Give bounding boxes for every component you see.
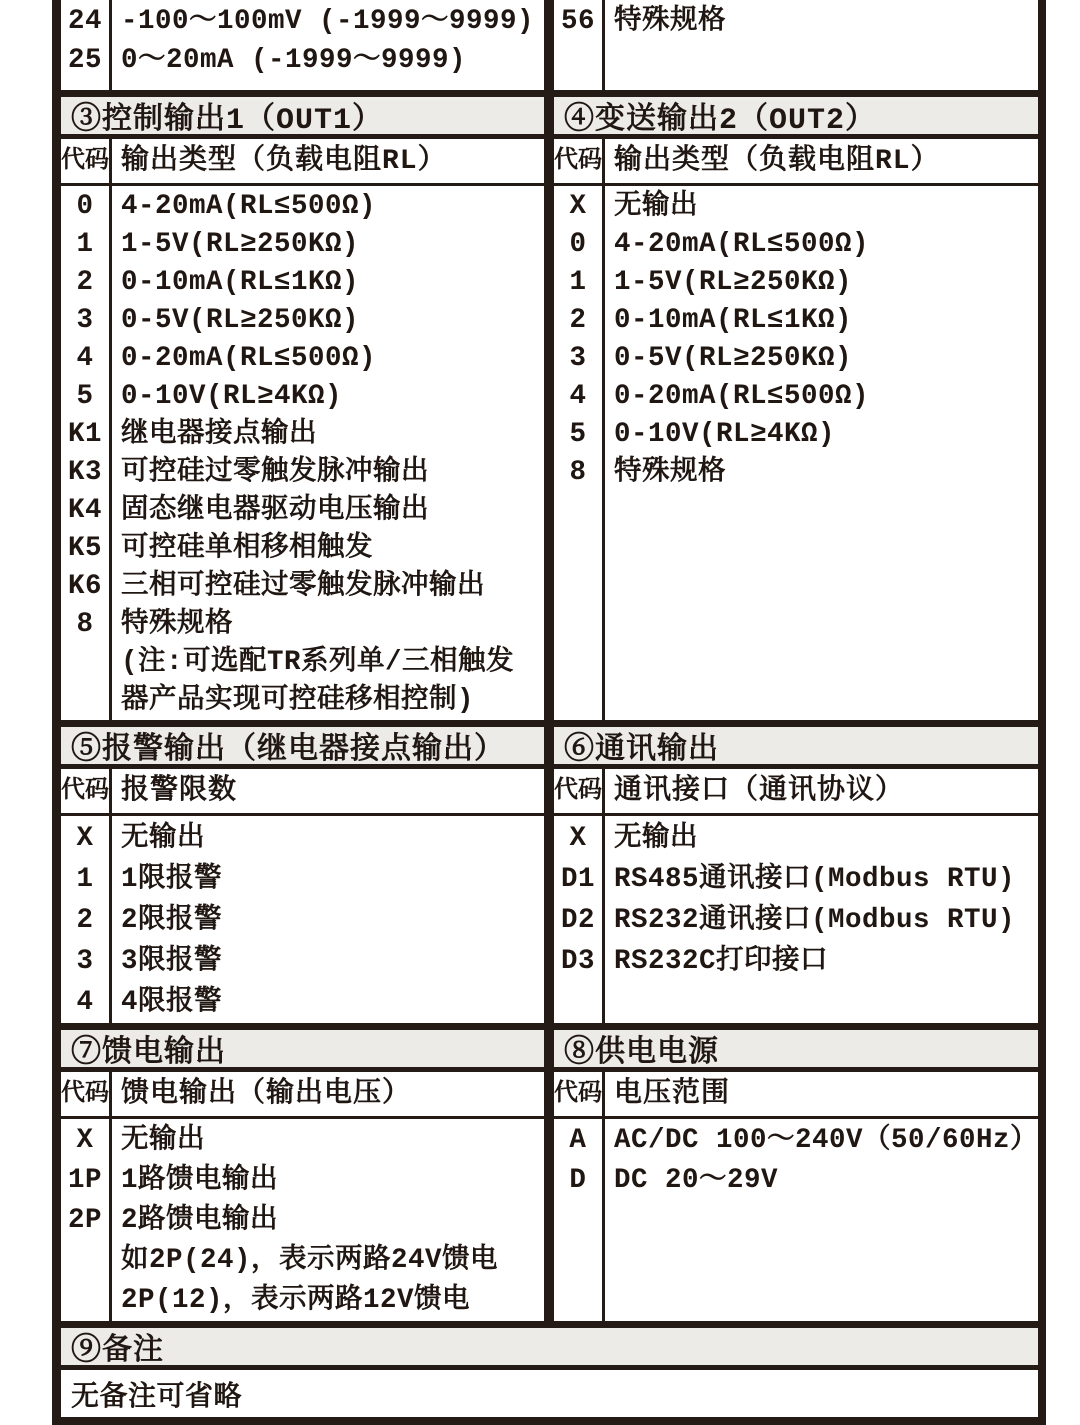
desc-cell: 4-20mA(RL≤500Ω)	[614, 229, 870, 260]
desc-column	[605, 1119, 1038, 1321]
alarm-rows	[61, 816, 554, 1023]
desc-col-header: 通讯接口（通讯协议）	[614, 776, 905, 807]
code-cell: 1	[76, 229, 94, 260]
alarm-headers	[61, 769, 554, 813]
desc-cell: 1-5V(RL≥250KΩ)	[614, 267, 853, 298]
desc-cell: (注:可选配TR系列单/三相触发	[121, 647, 515, 678]
desc-col-header: 馈电输出（输出电压）	[121, 1079, 412, 1110]
feed-band	[61, 1030, 554, 1071]
remarks-row	[61, 1370, 1038, 1417]
desc-cell: RS485通讯接口(Modbus RTU)	[614, 864, 1016, 895]
section-title-out1: ③控制输出1（OUT1）	[71, 104, 384, 138]
out1-headers	[61, 139, 554, 183]
desc-col-header: 报警限数	[121, 776, 238, 807]
desc-column	[112, 0, 544, 90]
feed-rows	[61, 1119, 554, 1321]
section-title-comm: ⑥通讯输出	[564, 734, 719, 768]
desc-cell: 无输出	[121, 1125, 205, 1156]
code-cell: 1	[569, 267, 587, 298]
desc-cell: 3限报警	[121, 946, 223, 977]
desc-cell: 0-20mA(RL≤500Ω)	[614, 381, 870, 412]
code-column	[61, 0, 112, 90]
desc-cell: RS232C打印接口	[614, 946, 829, 977]
section-band-power	[61, 1023, 1038, 1072]
section-title-out2: ④变送输出2（OUT2）	[564, 104, 877, 138]
power-column-headers	[61, 1072, 1038, 1119]
code-cell: D	[569, 1165, 587, 1196]
desc-cell: 器产品实现可控硅移相控制)	[121, 685, 475, 716]
code-cell: 2P	[67, 1205, 102, 1236]
desc-cell: 0-20mA(RL≤500Ω)	[121, 343, 377, 374]
code-col-header: 代码	[61, 148, 109, 175]
desc-cell: 固态继电器驱动电压输出	[121, 495, 429, 526]
spec-table	[52, 0, 1046, 1425]
code-cell: 8	[569, 457, 587, 488]
code-cell: 4	[569, 381, 587, 412]
code-col-header: 代码	[61, 778, 109, 805]
code-column	[61, 1119, 112, 1321]
alarm-band	[61, 727, 554, 768]
alarm-column-headers	[61, 769, 1038, 816]
desc-cell: 可控硅过零触发脉冲输出	[121, 457, 429, 488]
code-cell: 24	[67, 6, 102, 37]
section-title-feed: ⑦馈电输出	[71, 1037, 226, 1071]
code-cell: 2	[76, 905, 94, 936]
code-cell: 3	[76, 305, 94, 336]
desc-cell: 2P(12)，表示两路12V馈电	[121, 1285, 471, 1316]
code-column	[554, 0, 605, 90]
code-col-header: 代码	[554, 148, 602, 175]
desc-cell: 1限报警	[121, 864, 223, 895]
desc-cell: RS232通讯接口(Modbus RTU)	[614, 905, 1016, 936]
code-cell: X	[76, 1125, 94, 1156]
code-cell: 25	[67, 45, 102, 76]
code-cell: K5	[67, 533, 102, 564]
desc-column	[605, 0, 1038, 90]
desc-cell: 1-5V(RL≥250KΩ)	[121, 229, 360, 260]
code-cell: 0	[76, 191, 94, 222]
section-title-alarm: ⑤报警输出（继电器接点输出）	[71, 734, 505, 768]
code-column	[554, 1119, 605, 1321]
supply-rows	[554, 1119, 1038, 1321]
desc-cell: AC/DC 100～240V（50/60Hz）	[613, 1125, 1038, 1156]
desc-cell: 可控硅单相移相触发	[121, 533, 373, 564]
code-cell: D3	[560, 946, 595, 977]
desc-cell: 特殊规格	[121, 609, 233, 640]
desc-cell: 0-10mA(RL≤1KΩ)	[121, 267, 360, 298]
code-cell: 2	[76, 267, 94, 298]
code-cell: 1	[76, 864, 94, 895]
out2-headers	[554, 139, 1038, 183]
desc-cell: DC 20～29V	[613, 1165, 778, 1196]
desc-cell: 无输出	[614, 823, 698, 854]
code-cell: 56	[560, 6, 595, 37]
desc-col-header: 电压范围	[614, 1079, 731, 1110]
section-band-remarks	[61, 1321, 1038, 1370]
desc-cell: 特殊规格	[614, 457, 726, 488]
desc-column	[605, 816, 1038, 1023]
out1-band	[61, 97, 554, 138]
section-title-supply: ⑧供电电源	[564, 1037, 719, 1071]
feed-headers	[61, 1072, 554, 1116]
code-column	[554, 816, 605, 1023]
code-col-header: 代码	[554, 778, 602, 805]
desc-column	[605, 186, 1038, 720]
code-cell: 8	[76, 609, 94, 640]
out2-data	[554, 186, 1038, 720]
comm-band	[554, 727, 1038, 768]
section-band-alarm	[61, 720, 1038, 769]
desc-cell: 0-10V(RL≥4KΩ)	[614, 419, 836, 450]
desc-cell: 0-10mA(RL≤1KΩ)	[614, 305, 853, 336]
desc-cell: 0～20mA (-1999～9999)	[121, 45, 467, 76]
code-col-header: 代码	[61, 1081, 109, 1108]
code-cell: D2	[560, 905, 595, 936]
input-tail-left	[61, 0, 554, 90]
code-cell: 5	[569, 419, 587, 450]
power-data	[61, 1119, 1038, 1321]
code-cell: K6	[67, 571, 102, 602]
section-title-remarks: ⑨备注	[71, 1335, 164, 1369]
comm-headers	[554, 769, 1038, 813]
out2-band	[554, 97, 1038, 138]
desc-cell: 0-5V(RL≥250KΩ)	[121, 305, 360, 336]
comm-rows	[554, 816, 1038, 1023]
section-band-out	[61, 90, 1038, 139]
out-data	[61, 186, 1038, 720]
out1-data	[61, 186, 554, 720]
code-col-header: 代码	[554, 1081, 602, 1108]
code-cell: 2	[569, 305, 587, 336]
supply-headers	[554, 1072, 1038, 1116]
desc-cell: 0-5V(RL≥250KΩ)	[614, 343, 853, 374]
desc-cell: 4限报警	[121, 987, 223, 1018]
code-cell: 3	[76, 946, 94, 977]
desc-cell: 无输出	[614, 191, 698, 222]
desc-col-header: 输出类型（负载电阻RL）	[121, 146, 447, 177]
desc-cell: 继电器接点输出	[121, 419, 317, 450]
code-cell: X	[569, 823, 587, 854]
out-column-headers	[61, 139, 1038, 186]
desc-cell: 4-20mA(RL≤500Ω)	[121, 191, 377, 222]
code-cell: 4	[76, 343, 94, 374]
code-cell: 3	[569, 343, 587, 374]
code-cell: A	[569, 1125, 587, 1156]
code-cell: K3	[67, 457, 102, 488]
desc-column	[112, 186, 544, 720]
desc-column	[112, 1119, 544, 1321]
code-cell: 0	[569, 229, 587, 260]
desc-cell: 无输出	[121, 823, 205, 854]
desc-cell: 三相可控硅过零触发脉冲输出	[121, 571, 485, 602]
code-cell: X	[76, 823, 94, 854]
code-cell: K1	[67, 419, 102, 450]
desc-column	[112, 816, 544, 1023]
desc-cell: 2限报警	[121, 905, 223, 936]
desc-cell: -100～100mV (-1999～9999)	[121, 6, 535, 37]
desc-cell: 1路馈电输出	[121, 1165, 279, 1196]
code-cell: 1P	[67, 1165, 102, 1196]
desc-cell: 0-10V(RL≥4KΩ)	[121, 381, 343, 412]
desc-col-header: 输出类型（负载电阻RL）	[614, 146, 940, 177]
code-cell: K4	[67, 495, 102, 526]
code-column	[61, 816, 112, 1023]
section-input-tail	[61, 0, 1038, 90]
supply-band	[554, 1030, 1038, 1071]
desc-cell: 2路馈电输出	[121, 1205, 279, 1236]
desc-cell: 如2P(24)，表示两路24V馈电	[121, 1245, 499, 1276]
code-cell: 4	[76, 987, 94, 1018]
code-column	[554, 186, 605, 720]
remarks-content: 无备注可省略	[71, 1382, 243, 1414]
code-column	[61, 186, 112, 720]
input-tail-right	[554, 0, 1038, 90]
code-cell: X	[569, 191, 587, 222]
code-cell: 5	[76, 381, 94, 412]
code-cell: D1	[560, 864, 595, 895]
alarm-data	[61, 816, 1038, 1023]
desc-cell: 特殊规格	[614, 6, 726, 37]
